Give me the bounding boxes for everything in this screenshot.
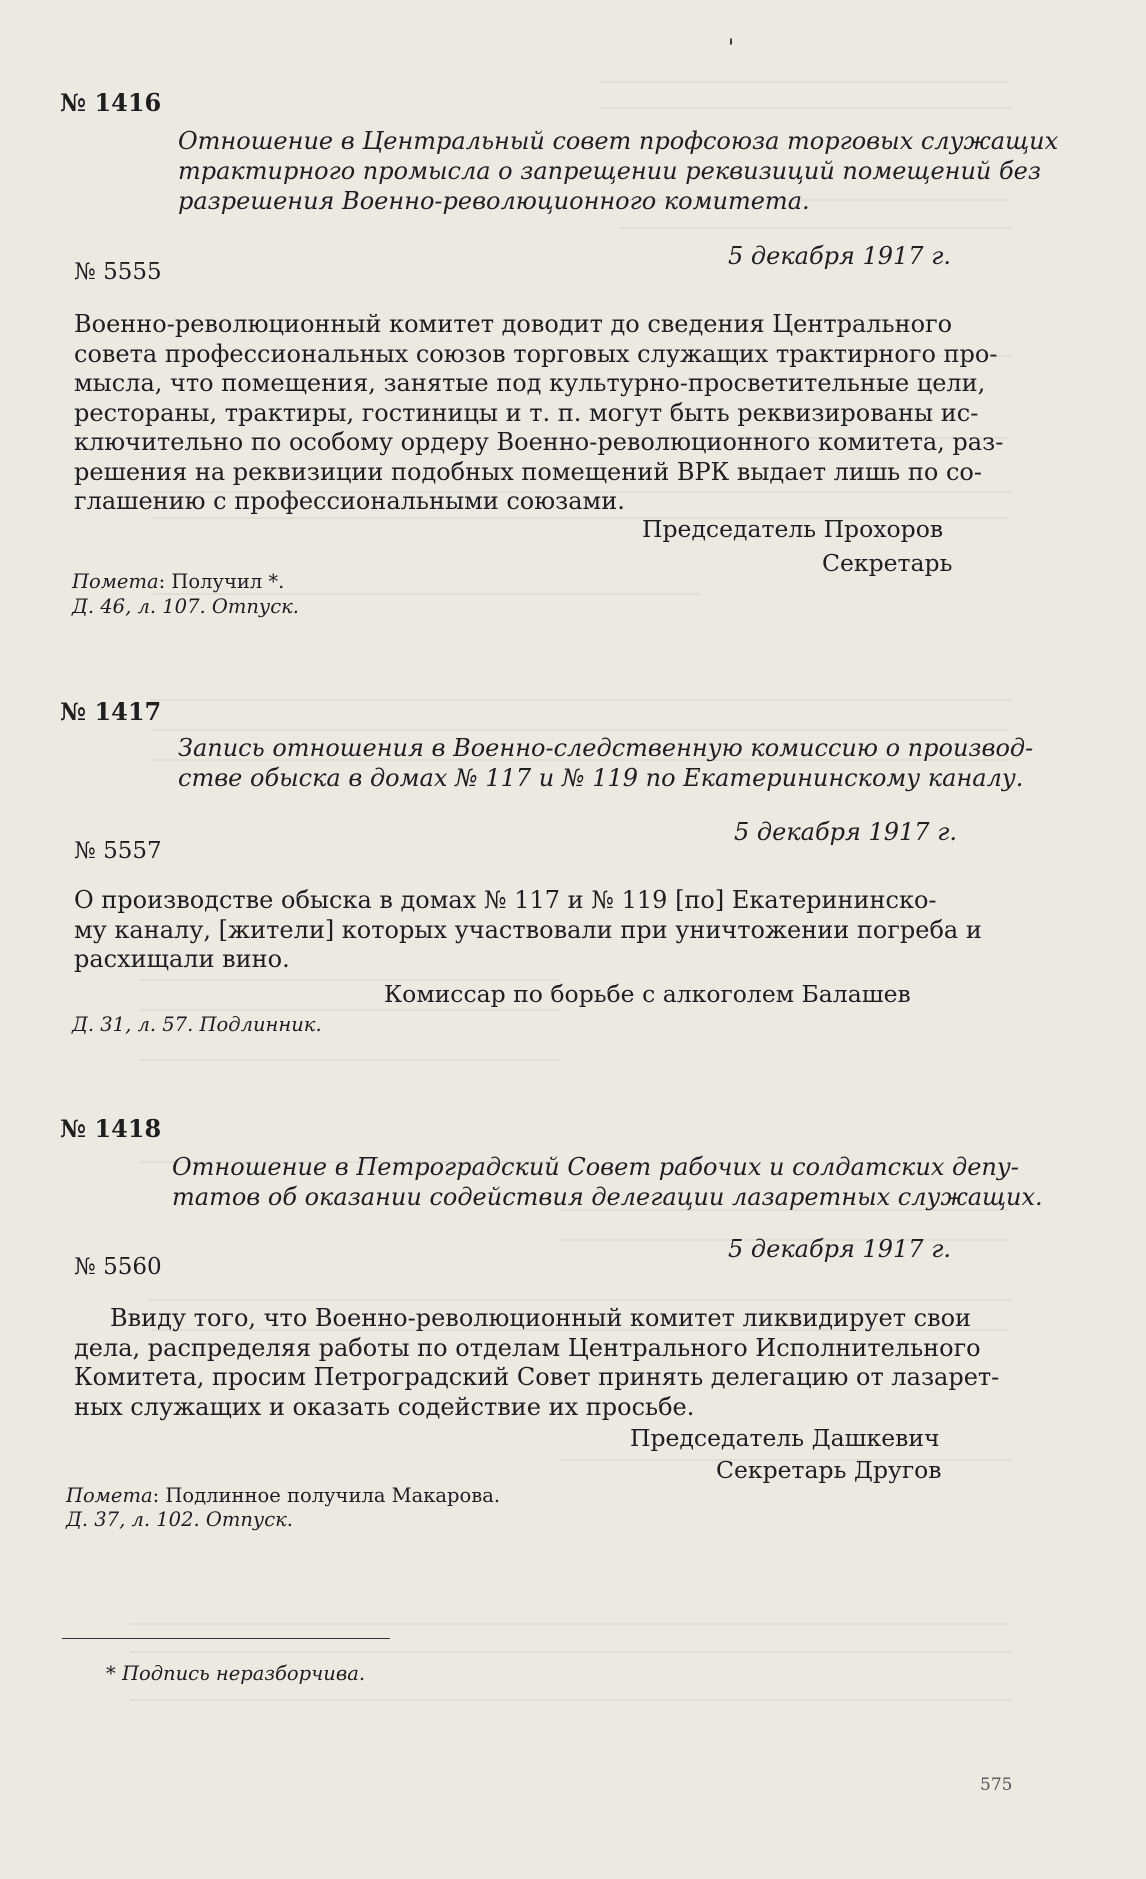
doc-1418-title-line: Отношение в Петроградский Совет рабочих и солдатских депу- <box>172 1153 1019 1181</box>
doc-1417-date: 5 декабря 1917 г. <box>734 818 957 846</box>
doc-1418-signature-chair: Председатель Дашкевич <box>630 1424 940 1452</box>
doc-1417-title-line: Запись отношения в Военно-следственную комиссию о производ- <box>178 734 1034 762</box>
doc-1418-body-line: дела, распределяя работы по отделам Центрального Исполнительного <box>74 1333 981 1362</box>
doc-1418-note <box>66 1484 500 1507</box>
doc-1416-signature-secretary: Секретарь <box>822 549 953 577</box>
doc-1417-archive-ref: Д. 31, л. 57. Подлинник. <box>72 1013 322 1036</box>
doc-1416-body-line: ключительно по особому ордеру Военно-революционного комитета, раз- <box>74 428 1004 456</box>
doc-1416-date: 5 декабря 1917 г. <box>728 242 951 270</box>
doc-1418-signature-secretary: Секретарь Другов <box>716 1456 942 1484</box>
doc-1417-body-line: О производстве обыска в домах № 117 и № 119 [по] Екатерининско- <box>74 886 937 914</box>
doc-1418-note-text: : Подлинное получила Макарова. <box>152 1484 501 1507</box>
doc-1418-body-line: Ввиду того, что Военно-революционный комитет ликвидирует свои <box>110 1304 972 1332</box>
doc-1418-number: № 1418 <box>60 1114 162 1143</box>
doc-1416-note-label: Помета <box>72 570 159 593</box>
doc-1416-reg-number: № 5555 <box>74 259 162 285</box>
doc-1417-body-line: му каналу, [жители] которых участвовали при уничтожении погреба и <box>74 915 982 944</box>
doc-1417-body-line: расхищали вино. <box>74 945 290 973</box>
doc-1418-body-line: Комитета, просим Петроградский Совет принять делегацию от лазарет- <box>74 1363 1000 1391</box>
doc-1417-title <box>178 733 1036 793</box>
doc-1416-body-line: рестораны, трактиры, гостиницы и т. п. могут быть реквизированы ис- <box>74 398 979 427</box>
doc-1418-body <box>74 1304 1034 1422</box>
doc-1416-body <box>74 310 1034 517</box>
doc-1416-title-line: трактирного промысла о запрещении реквизиций помещений без <box>178 157 1041 185</box>
page-number: 575 <box>980 1775 1013 1795</box>
doc-1418-reg-number: № 5560 <box>74 1254 162 1280</box>
doc-1418-note-label: Помета <box>66 1484 153 1507</box>
doc-1417-reg-number: № 5557 <box>74 838 162 864</box>
doc-1416-title-line: разрешения Военно-революционного комитета. <box>178 187 810 215</box>
doc-1418-title <box>172 1152 1043 1212</box>
doc-1416-title <box>178 126 1059 216</box>
doc-1416-body-line: глашению с профессиональными союзами. <box>74 487 625 515</box>
doc-1416-title-line: Отношение в Центральный совет профсоюза торговых служащих <box>178 127 1059 155</box>
doc-1416-body-line: Военно-революционный комитет доводит до сведения Центрального <box>74 310 953 338</box>
doc-1418-body-line: ных служащих и оказать содействие их просьбе. <box>74 1392 695 1421</box>
doc-1416-body-line: мысла, что помещения, занятые под культурно-просветительные цели, <box>74 369 986 397</box>
doc-1416-note-text: : Получил *. <box>158 570 285 593</box>
top-mark: ' <box>728 36 735 61</box>
doc-1416-note <box>72 570 284 593</box>
doc-1416-body-line: совета профессиональных союзов торговых служащих трактирного про- <box>74 339 998 368</box>
footnote-divider <box>62 1638 390 1639</box>
doc-1417-signature: Комиссар по борьбе с алкоголем Балашев <box>384 980 911 1008</box>
doc-1416-body-line: решения на реквизиции подобных помещений ВРК выдает лишь по со- <box>74 457 982 486</box>
doc-1417-number: № 1417 <box>60 697 162 726</box>
footnote: * Подпись неразборчива. <box>106 1662 366 1685</box>
doc-1416-archive-ref: Д. 46, л. 107. Отпуск. <box>72 595 300 618</box>
doc-1418-date: 5 декабря 1917 г. <box>728 1235 951 1263</box>
doc-1416-signature-chair: Председатель Прохоров <box>642 515 944 543</box>
doc-1418-archive-ref: Д. 37, л. 102. Отпуск. <box>66 1508 294 1531</box>
doc-1418-title-line: татов об оказании содействия делегации лазаретных служащих. <box>172 1183 1043 1211</box>
doc-1417-body <box>74 886 1034 975</box>
doc-1417-title-line: стве обыска в домах № 117 и № 119 по Екатерининскому каналу. <box>178 764 1024 792</box>
doc-1416-number: № 1416 <box>60 88 162 117</box>
